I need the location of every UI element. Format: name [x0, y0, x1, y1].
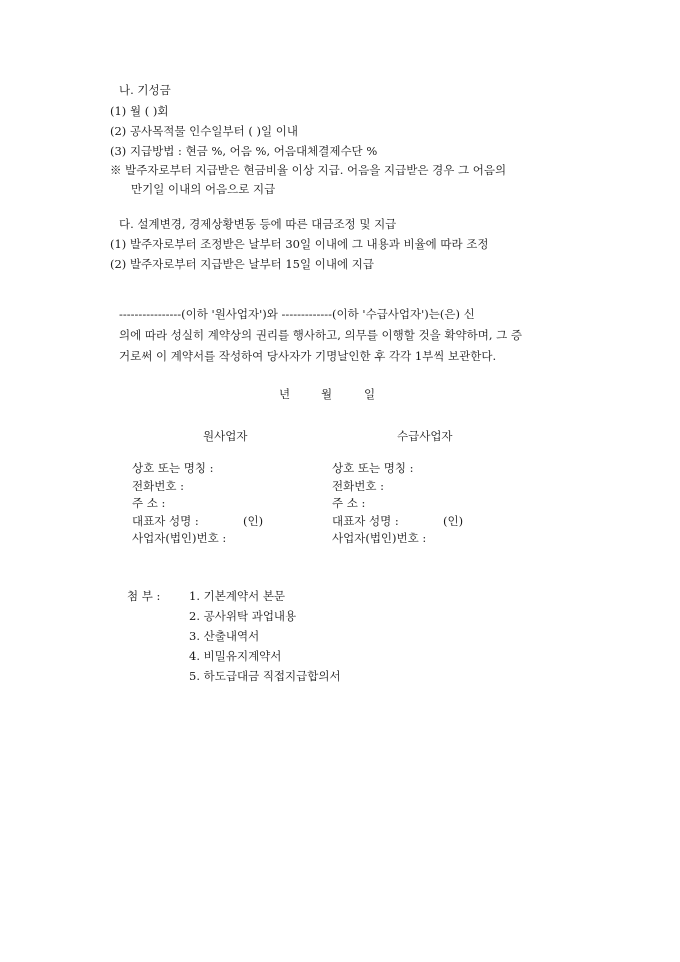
- section-da-item-1: (1) 발주자로부터 조정받은 날부터 30일 이내에 그 내용과 비율에 따라 조정: [110, 237, 489, 251]
- attachments-label: 첨 부 :: [127, 589, 161, 603]
- attachment-item-4: 4. 비밀유지계약서: [189, 649, 282, 663]
- section-na-item-1: (1) 월 ( )회: [110, 104, 169, 118]
- agreement-line-3: 거로써 이 계약서를 작성하여 당사자가 기명날인한 후 각각 1부씩 보관한다.: [119, 349, 497, 363]
- section-na-item-2: (2) 공사목적물 인수일부터 ( )일 이내: [110, 124, 298, 138]
- section-da-item-2: (2) 발주자로부터 지급받은 날부터 15일 이내에 지급: [110, 257, 374, 271]
- right-rep-field: 대표자 성명 :: [332, 514, 399, 528]
- right-rep-row: [332, 513, 464, 529]
- section-da-heading: 다. 설계변경, 경제상황변동 등에 따른 대금조정 및 지급: [119, 217, 397, 231]
- left-rep-field: 대표자 성명 :: [132, 514, 199, 528]
- party-left-title: 원사업자: [203, 429, 248, 443]
- agreement-line-1: ----------------(이하 '원사업자')와 -------------(이하 '수급사업자')는(은) 신: [119, 307, 475, 321]
- left-address-field: 주 소 :: [132, 496, 166, 510]
- right-bizno-field: 사업자(법인)번호 :: [332, 531, 427, 545]
- attachment-item-3: 3. 산출내역서: [189, 629, 260, 643]
- left-seal-mark: (인): [243, 514, 264, 528]
- section-na-item-3: (3) 지급방법 : 현금 %, 어음 %, 어음대체결제수단 %: [110, 144, 378, 158]
- date-month: 월: [321, 387, 333, 401]
- right-seal-mark: (인): [443, 514, 464, 528]
- left-bizno-field: 사업자(법인)번호 :: [132, 531, 227, 545]
- attachment-item-1: 1. 기본계약서 본문: [189, 589, 286, 603]
- left-name-field: 상호 또는 명칭 :: [132, 461, 214, 475]
- date-year: 년: [279, 387, 291, 401]
- section-na-heading: 나. 기성금: [119, 83, 171, 97]
- left-phone-field: 전화번호 :: [132, 479, 184, 493]
- attachment-item-2: 2. 공사위탁 과업내용: [189, 609, 297, 623]
- attachment-item-5: 5. 하도급대금 직접지급합의서: [189, 669, 341, 683]
- date-day: 일: [364, 387, 376, 401]
- section-na-note-line2: 만기일 이내의 어음으로 지급: [131, 182, 276, 196]
- party-right-title: 수급사업자: [397, 429, 453, 443]
- section-na-note-line1: ※ 발주자로부터 지급받은 현금비율 이상 지급. 어음을 지급받은 경우 그 어음의: [110, 163, 507, 177]
- right-phone-field: 전화번호 :: [332, 479, 384, 493]
- right-address-field: 주 소 :: [332, 496, 366, 510]
- right-name-field: 상호 또는 명칭 :: [332, 461, 414, 475]
- left-rep-row: [132, 513, 264, 529]
- agreement-line-2: 의에 따라 성실히 계약상의 권리를 행사하고, 의무를 이행할 것을 확약하며, 그 증: [119, 328, 523, 342]
